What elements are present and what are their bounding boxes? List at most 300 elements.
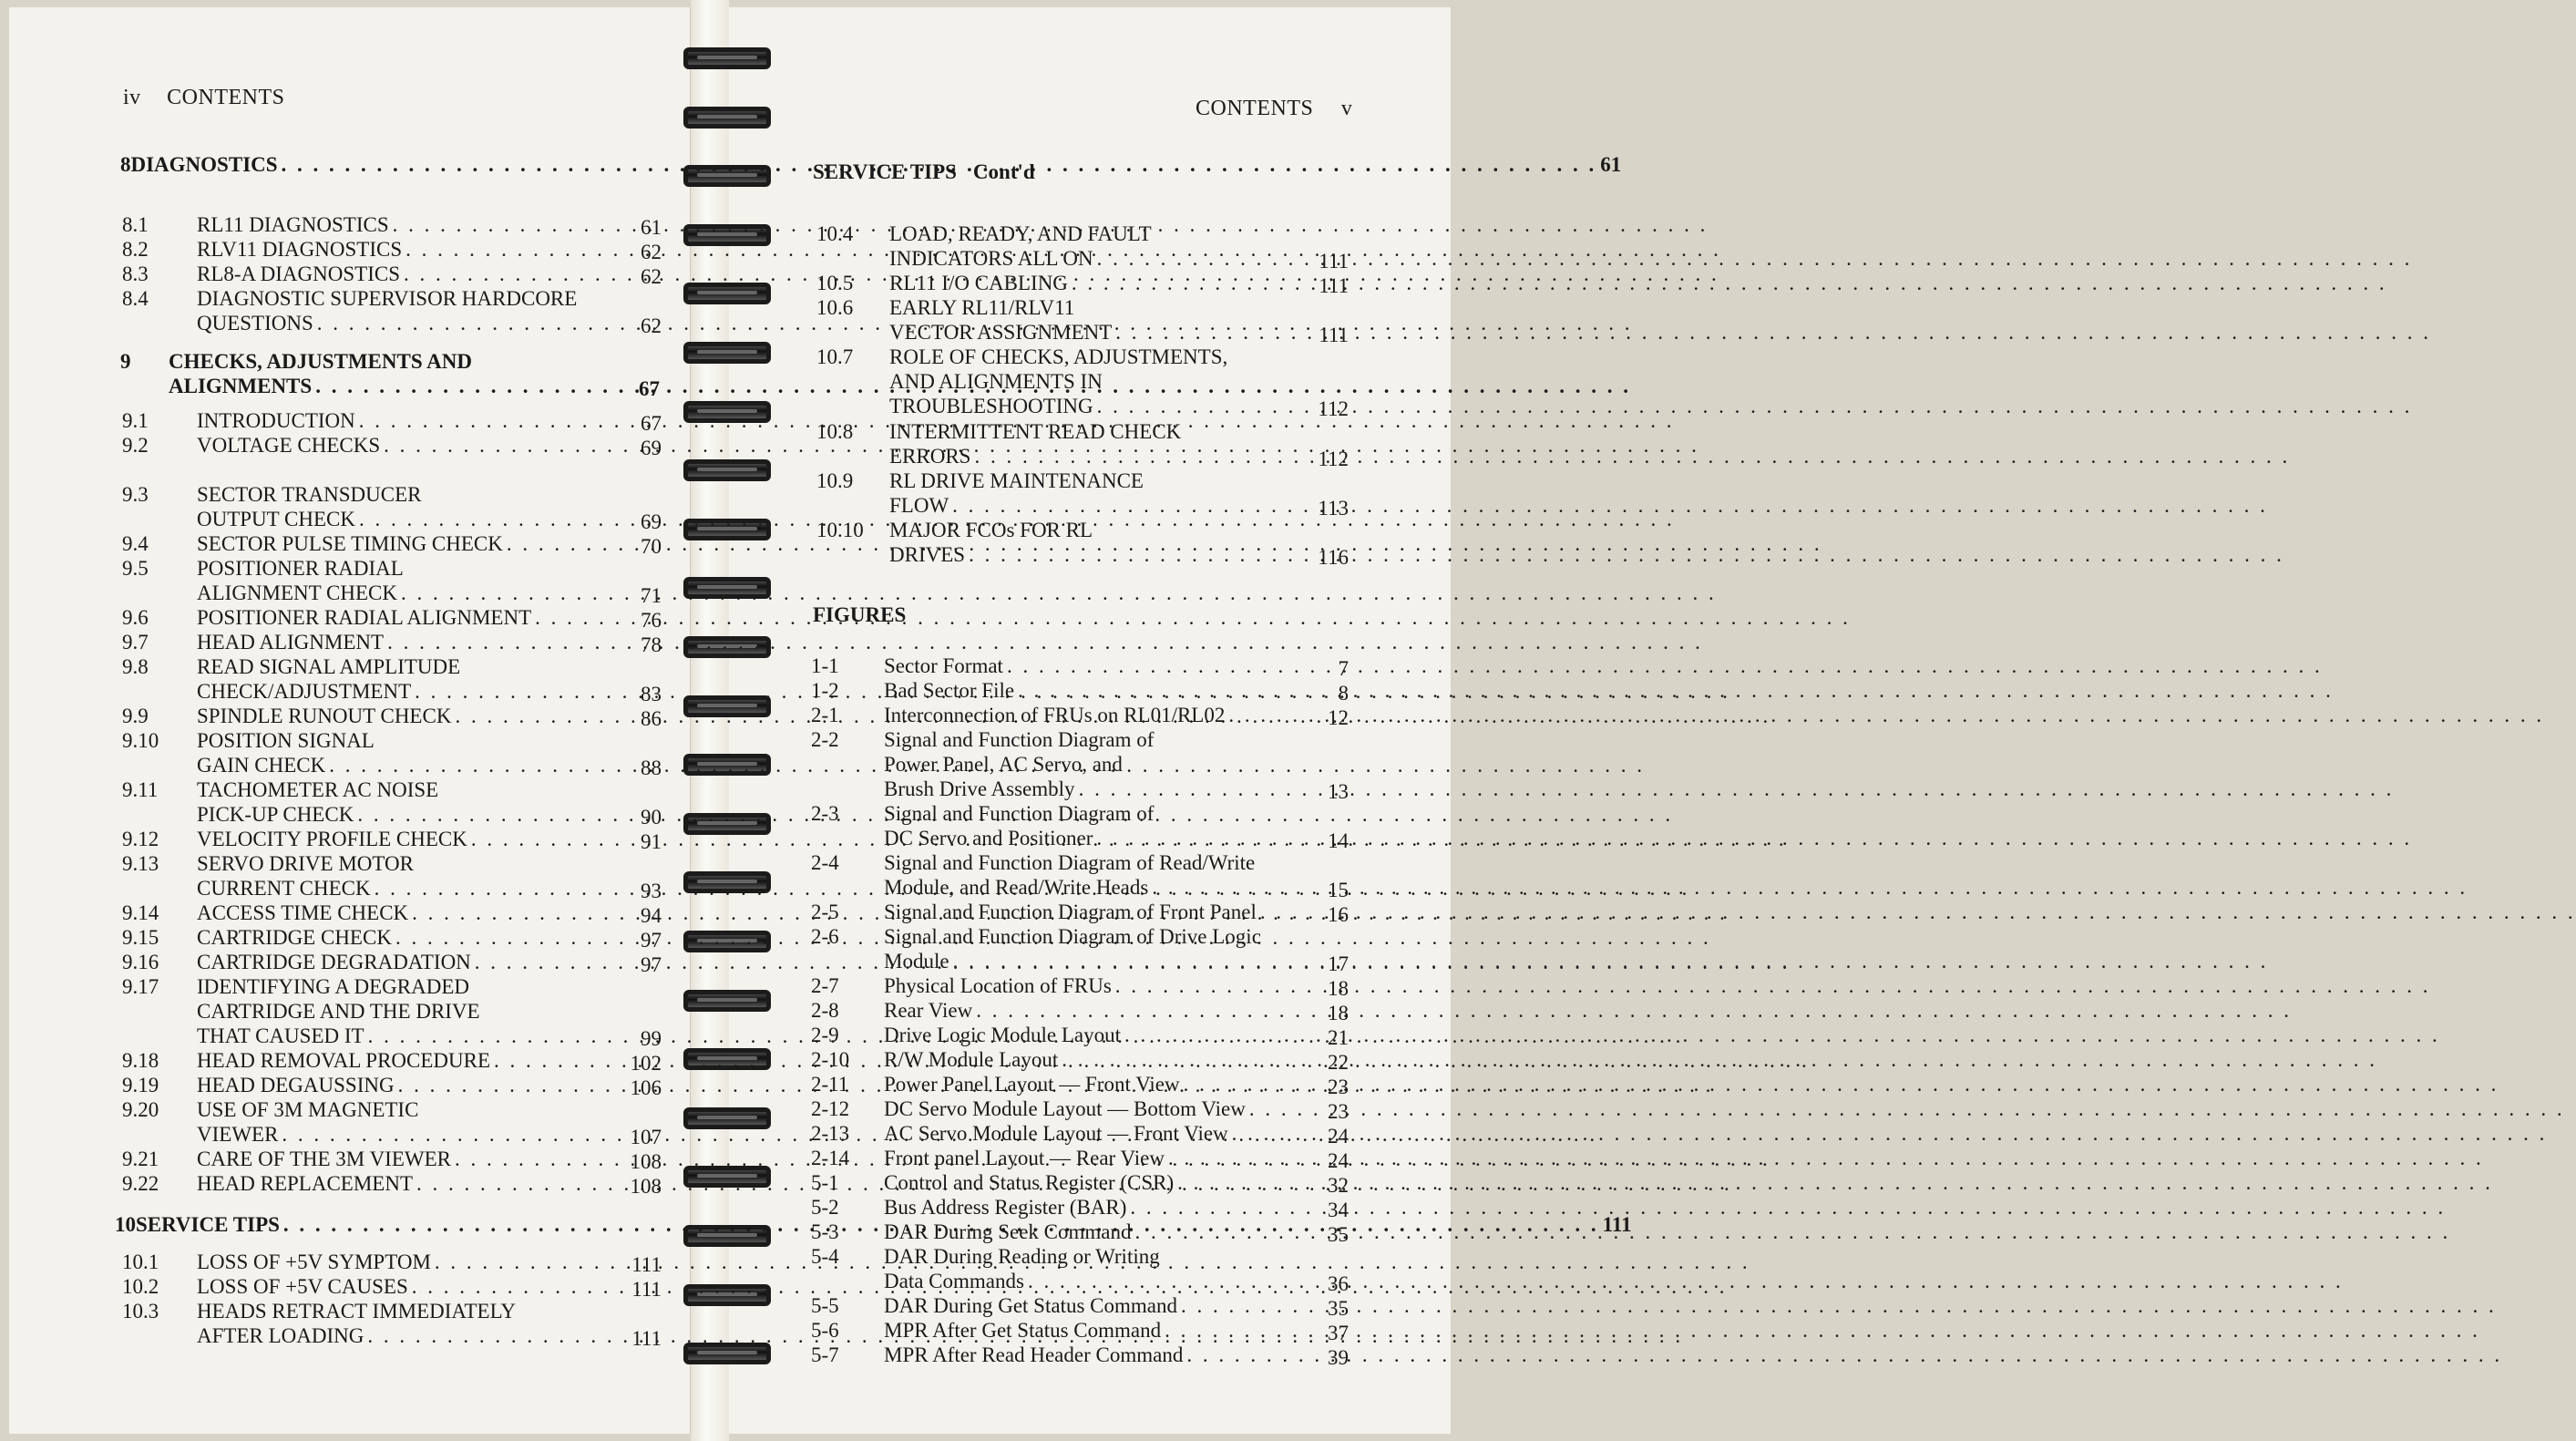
figure-entry — [811, 1096, 1349, 1121]
entry-title-line: RL8-A DIAGNOSTICS — [197, 262, 400, 285]
entry-page: 32 — [1328, 1174, 1349, 1197]
entry-page: 71 — [641, 584, 662, 607]
figure-entry — [811, 900, 1349, 924]
toc-entry — [122, 556, 662, 605]
section-title-line2: ALIGNMENTS — [169, 375, 313, 397]
dot-leader — [1097, 246, 2413, 271]
entry-title-line: DC Servo and Positioner — [884, 827, 1093, 849]
entry-number: 9.16 — [122, 951, 159, 973]
figure-entry — [811, 1146, 1349, 1170]
entry-number: 2-1 — [811, 704, 839, 726]
toc-entry — [122, 925, 662, 950]
entry-title-line: Drive Logic Module Layout — [884, 1024, 1121, 1046]
entry-title-line: Interconnection of FRUs on RL01/RL02 — [884, 704, 1226, 726]
section-number: 8 — [120, 153, 131, 176]
figure-entry — [811, 1121, 1349, 1146]
entry-page: 37 — [1328, 1322, 1349, 1344]
service-tip-entry — [816, 419, 1349, 468]
entry-title-line: R/W Module Layout — [884, 1048, 1059, 1071]
entry-title-line: CARE OF THE 3M VIEWER — [197, 1148, 451, 1170]
entry-title-line: SPINDLE RUNOUT CHECK — [197, 705, 452, 727]
entry-page: 15 — [1328, 879, 1349, 901]
entry-number: 2-2 — [811, 728, 839, 751]
dot-leader — [1096, 826, 2412, 850]
figure-entry — [811, 973, 1349, 998]
left-running-title: CONTENTS — [167, 86, 285, 109]
figure-entry — [811, 1072, 1349, 1096]
entry-title-line: RLV11 DIAGNOSTICS — [197, 238, 403, 261]
toc-entry — [122, 1274, 662, 1299]
entry-number: 8.3 — [122, 262, 149, 285]
entry-title-line: Power Panel, AC Servo, and — [884, 753, 1123, 776]
entry-number: 10.8 — [816, 420, 854, 443]
service-tip-entry — [816, 271, 1349, 295]
toc-entry — [122, 777, 662, 827]
dot-leader — [1260, 900, 2576, 924]
entry-title-line: VECTOR ASSIGNMENT — [889, 321, 1113, 344]
entry-title-line: AC Servo Module Layout — Front View — [884, 1122, 1228, 1145]
dot-leader — [1184, 1072, 2499, 1096]
entry-page: 108 — [630, 1150, 662, 1173]
entry-page: 16 — [1328, 903, 1349, 926]
entry-page: 111 — [1319, 274, 1349, 297]
entry-title-line: ERRORS — [889, 445, 971, 468]
entry-title-line: CURRENT CHECK — [197, 877, 371, 900]
entry-title-line: FLOW — [889, 494, 949, 517]
dot-leader — [401, 581, 1717, 605]
dot-leader — [1062, 1047, 2377, 1072]
dot-leader — [1079, 777, 2395, 801]
entry-title-line: INDICATORS ALL ON — [889, 247, 1093, 270]
entry-number: 2-10 — [811, 1048, 850, 1071]
entry-number: 9.7 — [122, 631, 149, 654]
dot-leader — [969, 542, 2284, 567]
toc-entry — [122, 630, 662, 654]
entry-number: 5-1 — [811, 1171, 839, 1194]
entry-page: 24 — [1328, 1125, 1349, 1148]
toc-entry — [122, 1147, 662, 1171]
right-running-title: CONTENTS — [1196, 97, 1314, 120]
dot-leader — [1181, 1293, 2497, 1318]
toc-entry — [122, 1299, 662, 1348]
figure-entry — [811, 1244, 1349, 1293]
entry-page: 97 — [641, 953, 662, 976]
entry-page: 67 — [641, 412, 662, 435]
entry-page: 62 — [641, 265, 662, 288]
entry-title-line: Signal and Function Diagram of — [884, 802, 1155, 825]
toc-entry — [122, 237, 662, 262]
entry-number: 5-6 — [811, 1319, 839, 1342]
entry-title-line: TROUBLESHOOTING — [889, 395, 1093, 417]
entry-page: 34 — [1328, 1199, 1349, 1221]
entry-page: 21 — [1328, 1026, 1349, 1049]
entry-page: 102 — [630, 1052, 662, 1075]
entry-number: 10.6 — [816, 296, 854, 319]
left-page-number: iv — [123, 86, 141, 109]
entry-page: 78 — [641, 633, 662, 656]
figure-entry — [811, 1220, 1349, 1244]
entry-title-line: Data Commands — [884, 1270, 1024, 1292]
entry-page: 18 — [1328, 1002, 1349, 1024]
service-tip-entry — [816, 221, 1349, 271]
entry-page: 112 — [1318, 397, 1349, 420]
entry-number: 2-6 — [811, 925, 839, 948]
entry-title-line: QUESTIONS — [197, 312, 313, 335]
entry-page: 12 — [1328, 706, 1349, 729]
entry-title-line: DAR During Reading or Writing — [884, 1245, 1160, 1268]
entry-number: 9.14 — [122, 901, 159, 924]
binding-coil — [683, 47, 771, 69]
entry-page: 116 — [1318, 546, 1349, 569]
entry-title-line: PICK-UP CHECK — [197, 803, 354, 826]
entry-number: 10.9 — [816, 469, 854, 492]
entry-number: 9.18 — [122, 1049, 159, 1072]
entry-number: 9.10 — [122, 729, 159, 752]
entry-title-line: GAIN CHECK — [197, 754, 326, 777]
dot-leader — [1232, 1121, 2548, 1146]
entry-number: 1-1 — [811, 654, 839, 677]
entry-title-line: Signal and Function Diagram of Read/Write — [884, 851, 1256, 874]
entry-number: 9.17 — [122, 975, 159, 998]
entry-title-line: CARTRIDGE AND THE DRIVE — [197, 1000, 480, 1023]
entry-title-line: DIAGNOSTIC SUPERVISOR HARDCORE — [197, 287, 578, 310]
service-tip-entry — [816, 345, 1349, 418]
entry-number: 10.4 — [816, 222, 854, 245]
entry-title-line: AND ALIGNMENTS IN — [889, 370, 1103, 393]
entry-title-line: DAR During Get Status Command — [884, 1294, 1177, 1317]
entry-page: 8 — [1338, 682, 1349, 705]
dot-leader — [535, 605, 1851, 630]
entry-title-line: SECTOR TRANSDUCER — [197, 483, 422, 506]
figure-entry — [811, 801, 1349, 850]
figure-entry — [811, 1343, 1349, 1367]
entry-number: 2-14 — [811, 1147, 850, 1169]
entry-page: 99 — [641, 1027, 662, 1050]
entry-number: 9.4 — [122, 532, 149, 555]
entry-page: 83 — [641, 683, 662, 705]
section-page: 111 — [1602, 1213, 1632, 1236]
entry-number: 2-9 — [811, 1024, 839, 1046]
toc-entry — [122, 1073, 662, 1097]
entry-number: 1-2 — [811, 679, 839, 702]
toc-entry — [122, 212, 662, 237]
entry-page: 111 — [631, 1278, 662, 1301]
entry-page: 90 — [641, 806, 662, 829]
entry-title-line: LOSS OF +5V CAUSES — [197, 1275, 408, 1298]
toc-entry — [122, 262, 662, 286]
entry-page: 22 — [1328, 1051, 1349, 1074]
entry-page: 70 — [641, 535, 662, 558]
entry-number: 10.10 — [816, 519, 864, 541]
binding-coil — [683, 459, 771, 481]
entry-title-line: POSITIONER RADIAL — [197, 557, 404, 580]
entry-number: 10.7 — [816, 345, 854, 368]
figure-entry — [811, 654, 1349, 678]
entry-page: 69 — [641, 437, 662, 459]
entry-title-line: TACHOMETER AC NOISE — [197, 778, 439, 801]
entry-page: 18 — [1328, 977, 1349, 1000]
entry-page: 97 — [641, 929, 662, 952]
section-number: 10 — [115, 1213, 136, 1236]
entry-title-line: Power Panel Layout — Front View — [884, 1073, 1180, 1096]
entry-page: 23 — [1328, 1100, 1349, 1123]
entry-page: 113 — [1318, 497, 1349, 520]
entry-number: 9.11 — [122, 778, 159, 801]
entry-page: 111 — [631, 1253, 662, 1276]
dot-leader — [1097, 394, 2413, 418]
entry-number: 10.2 — [122, 1275, 159, 1298]
entry-page: 62 — [641, 241, 662, 263]
dot-leader — [1228, 703, 2544, 727]
dot-leader — [952, 493, 2268, 518]
entry-title-line: SERVO DRIVE MOTOR — [197, 852, 414, 875]
entry-title-line: Rear View — [884, 999, 973, 1022]
entry-page: 36 — [1328, 1272, 1349, 1295]
entry-number: 5-5 — [811, 1294, 839, 1317]
entry-title-line: DC Servo Module Layout — Bottom View — [884, 1097, 1246, 1120]
entry-page: 88 — [641, 757, 662, 779]
entry-number: 2-4 — [811, 851, 839, 874]
service-tip-entry — [816, 468, 1349, 518]
entry-page: 35 — [1328, 1223, 1349, 1246]
entry-number: 2-5 — [811, 901, 839, 923]
entry-page: 111 — [1319, 250, 1349, 273]
entry-title-line: ACCESS TIME CHECK — [197, 901, 409, 924]
entry-page: 13 — [1328, 780, 1349, 803]
entry-number: 8.1 — [122, 213, 149, 236]
entry-title-line: HEAD ALIGNMENT — [197, 631, 385, 654]
entry-page: 91 — [641, 830, 662, 853]
toc-entry — [122, 704, 662, 728]
dot-leader — [974, 444, 2290, 468]
entry-title-line: ALIGNMENT CHECK — [197, 582, 397, 604]
entry-title-line: Physical Location of FRUs — [884, 974, 1112, 997]
entry-number: 9.1 — [122, 409, 149, 432]
entry-number: 8.2 — [122, 238, 149, 261]
entry-title-line: LOAD, READY, AND FAULT — [889, 222, 1152, 245]
entry-page: 61 — [641, 216, 662, 239]
entry-title-line: RL11 I/O CABLING — [889, 272, 1068, 294]
entry-title-line: Module, and Read/Write Heads — [884, 876, 1149, 899]
entry-title-line: HEAD REMOVAL PROCEDURE — [197, 1049, 491, 1072]
entry-title-line: VOLTAGE CHECKS — [197, 434, 381, 457]
dot-leader — [1152, 875, 2468, 900]
binding-coil — [683, 990, 771, 1012]
entry-number: 9.6 — [122, 606, 149, 629]
entry-title-line: VIEWER — [197, 1123, 279, 1146]
figure-entry — [811, 1318, 1349, 1343]
entry-page: 111 — [631, 1327, 662, 1350]
entry-title-line: INTRODUCTION — [197, 409, 355, 432]
entry-number: 9.8 — [122, 655, 149, 678]
figure-entry — [811, 727, 1349, 801]
entry-number: 5-2 — [811, 1196, 839, 1219]
entry-title-line: READ SIGNAL AMPLITUDE — [197, 655, 461, 678]
entry-number: 2-13 — [811, 1122, 850, 1145]
entry-number: 9.15 — [122, 926, 159, 949]
entry-number: 9.13 — [122, 852, 159, 875]
figure-entry — [811, 1293, 1349, 1318]
toc-entry — [122, 1171, 662, 1196]
dot-leader — [1028, 1269, 2344, 1293]
entry-title-line: DAR During Seek Command — [884, 1220, 1132, 1243]
entry-number: 9.9 — [122, 705, 149, 727]
entry-title-line: CHECK/ADJUSTMENT — [197, 680, 412, 703]
entry-page: 93 — [641, 880, 662, 902]
entry-title-line: Brush Drive Assembly — [884, 777, 1075, 800]
figure-entry — [811, 850, 1349, 900]
entry-number: 9.2 — [122, 434, 149, 457]
entry-title-line: Bad Sector File — [884, 679, 1015, 702]
entry-page: 111 — [1319, 324, 1349, 346]
entry-title-line: SECTOR PULSE TIMING CHECK — [197, 532, 503, 555]
dot-leader — [1018, 678, 2334, 703]
dot-leader — [1165, 1318, 2480, 1343]
figure-entry — [811, 924, 1349, 973]
entry-number: 9.5 — [122, 557, 149, 580]
section-page: 61 — [1600, 153, 1622, 176]
entry-number: 2-7 — [811, 974, 839, 997]
contd-label: Cont'd — [972, 160, 1035, 183]
toc-entry — [122, 851, 662, 901]
entry-number: 2-3 — [811, 802, 839, 825]
entry-number: 9.19 — [122, 1074, 159, 1096]
entry-title-line: Front panel Layout — Rear View — [884, 1147, 1165, 1169]
entry-page: 76 — [641, 609, 662, 632]
entry-title-line: LOSS OF +5V SYMPTOM — [197, 1251, 431, 1273]
entry-title-line: HEAD REPLACEMENT — [197, 1172, 414, 1195]
section-9-head — [120, 350, 660, 401]
entry-title-line: INTERMITTENT READ CHECK — [889, 420, 1182, 443]
toc-entry — [122, 531, 662, 556]
entry-page: 112 — [1318, 448, 1349, 470]
right-running-head — [1196, 97, 1352, 121]
entry-number: 2-12 — [811, 1097, 850, 1120]
entry-title-line: Bus Address Register (BAR) — [884, 1196, 1127, 1219]
entry-title-line: Signal and Function Diagram of — [884, 728, 1155, 751]
entry-title-line: Sector Format — [884, 654, 1003, 677]
dot-leader — [1177, 1170, 2493, 1195]
entry-title-line: ROLE OF CHECKS, ADJUSTMENTS, — [889, 345, 1228, 368]
service-tips-contd-head — [813, 160, 1035, 184]
entry-title-line: CARTRIDGE CHECK — [197, 926, 392, 949]
entry-title-line: POSITION SIGNAL — [197, 729, 375, 752]
toc-entry — [122, 654, 662, 704]
entry-title-line: POSITIONER RADIAL ALIGNMENT — [197, 606, 532, 629]
entry-title-line: VELOCITY PROFILE CHECK — [197, 828, 467, 850]
service-tip-entry — [816, 518, 1349, 567]
entry-number: 5-3 — [811, 1220, 839, 1243]
entry-number: 5-4 — [811, 1245, 839, 1268]
entry-title-line: MAJOR FCOs FOR RL — [889, 519, 1093, 541]
entry-page: 106 — [630, 1076, 662, 1099]
entry-title-line: RL11 DIAGNOSTICS — [197, 213, 389, 236]
figure-entry — [811, 678, 1349, 703]
dot-leader — [387, 630, 1703, 654]
entry-title-line: DRIVES — [889, 543, 966, 566]
entry-title-line: AFTER LOADING — [197, 1324, 364, 1347]
entry-title-line: Signal and Function Diagram of Drive Logic — [884, 925, 1261, 948]
toc-entry — [122, 1250, 662, 1274]
entry-page: 17 — [1328, 952, 1349, 975]
entry-title-line: CARTRIDGE DEGRADATION — [197, 951, 471, 973]
section-title-line1: CHECKS, ADJUSTMENTS AND — [169, 350, 472, 373]
entry-page: 23 — [1328, 1076, 1349, 1098]
entry-page: 24 — [1328, 1149, 1349, 1172]
toc-entry — [122, 1048, 662, 1073]
binding-coil — [683, 107, 771, 129]
entry-title-line: RL DRIVE MAINTENANCE — [889, 469, 1144, 492]
figure-entry — [811, 1170, 1349, 1195]
dot-leader — [1249, 1096, 2565, 1121]
toc-entry — [122, 433, 662, 458]
entry-number: 10.5 — [816, 272, 854, 294]
section-title: SERVICE TIPS — [136, 1213, 280, 1236]
toc-entry — [122, 286, 662, 335]
entry-page: 107 — [630, 1126, 662, 1148]
entry-title-line: HEADS RETRACT IMMEDIATELY — [197, 1300, 516, 1323]
dot-leader — [1186, 1343, 2502, 1367]
toc-entry — [122, 1097, 662, 1147]
entry-title-line: IDENTIFYING A DEGRADED — [197, 975, 469, 998]
toc-entry — [122, 605, 662, 630]
entry-title-line: HEAD DEGAUSSING — [197, 1074, 395, 1096]
entry-number: 9.12 — [122, 828, 159, 850]
service-tips-title: SERVICE TIPS — [813, 160, 957, 183]
entry-number: 5-7 — [811, 1343, 839, 1366]
dot-leader — [1007, 654, 2323, 678]
entry-title-line: Module — [884, 950, 949, 973]
figures-title: FIGURES — [813, 603, 907, 626]
dot-leader — [976, 998, 2292, 1023]
entry-number: 2-11 — [811, 1073, 849, 1096]
entry-number: 9.3 — [122, 483, 149, 506]
section-page: 67 — [639, 377, 660, 400]
toc-entry — [122, 482, 662, 531]
entry-title-line: OUTPUT CHECK — [197, 508, 356, 530]
entry-title-line: MPR After Get Status Command — [884, 1319, 1162, 1342]
entry-number: 2-8 — [811, 999, 839, 1022]
figure-entry — [811, 998, 1349, 1023]
entry-title-line: Control and Status Register (CSR) — [884, 1171, 1175, 1194]
dot-leader — [953, 949, 2269, 973]
entry-title-line: Signal and Function Diagram of Front Panel — [884, 901, 1257, 923]
figure-entry — [811, 1047, 1349, 1072]
entry-page: 69 — [641, 510, 662, 533]
entry-page: 62 — [641, 314, 662, 337]
service-tip-entry — [816, 295, 1349, 345]
entry-number: 10.1 — [122, 1251, 159, 1273]
right-page-number: v — [1340, 97, 1353, 120]
entry-title-line: THAT CAUSED IT — [197, 1024, 364, 1047]
toc-entry — [122, 974, 662, 1048]
entry-number: 9.22 — [122, 1172, 159, 1195]
entry-title-line: MPR After Read Header Command — [884, 1343, 1184, 1366]
entry-page: 108 — [630, 1175, 662, 1198]
figure-entry — [811, 1023, 1349, 1047]
entry-page: 39 — [1328, 1346, 1349, 1369]
entry-number: 9.20 — [122, 1098, 159, 1121]
dot-leader — [1072, 271, 2387, 295]
toc-entry — [122, 827, 662, 851]
entry-page: 35 — [1328, 1297, 1349, 1320]
binding-coil — [683, 342, 771, 364]
figure-entry — [811, 703, 1349, 727]
entry-page: 14 — [1328, 829, 1349, 852]
entry-page: 7 — [1338, 657, 1349, 680]
entry-page: 94 — [641, 904, 662, 927]
entry-number: 8.4 — [122, 287, 149, 310]
